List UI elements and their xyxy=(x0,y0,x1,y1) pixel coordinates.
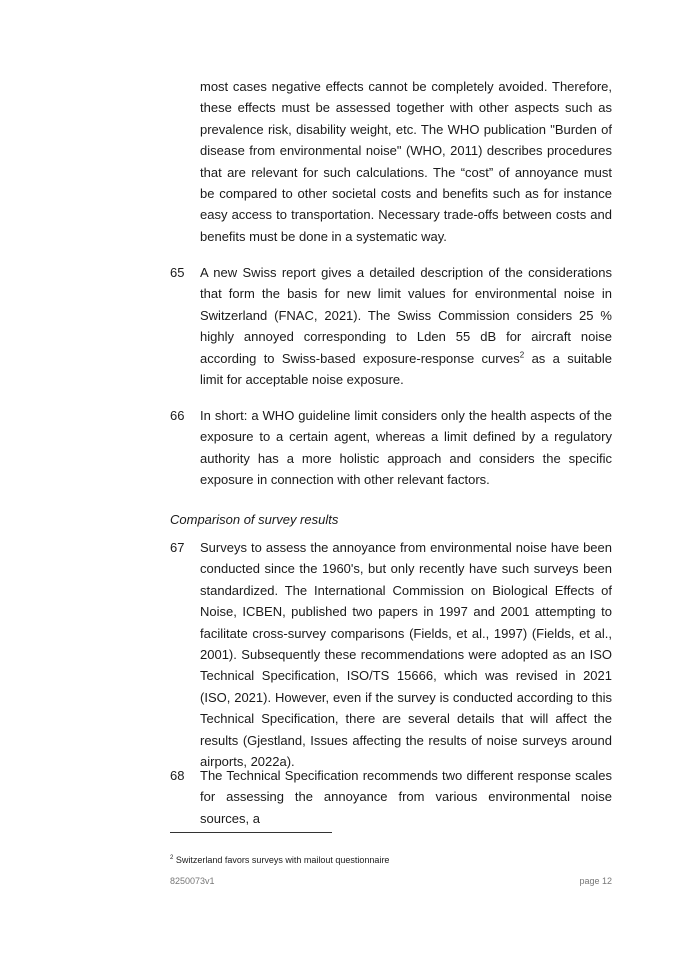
section-heading: Comparison of survey results xyxy=(170,512,339,527)
footnote-divider xyxy=(170,832,332,833)
footnote xyxy=(170,854,389,866)
paragraph-number-66: 66 xyxy=(170,408,185,423)
paragraph-number-67: 67 xyxy=(170,540,185,555)
paragraph-number-68: 68 xyxy=(170,768,185,783)
paragraph-67: Surveys to assess the annoyance from environmental noise have been conducted since the 1960's, but only recently have such surveys been standardized. The International Commission on Biological Effects of Noise, ICBEN, published two papers in 1997 and 2001 attempting to facilitate cross-survey comparisons (Fields, et al., 1997) (Fields, et al., 2001). Subsequently these recommendations were adopted as an ISO Technical Specification, ISO/TS 15666, which was revised in 2021 (ISO, 2021). However, even if the survey is conducted according to this Technical Specification, there are several details that will affect the results (Gjestland, Issues affecting the results of noise surveys around airports, 2022a). xyxy=(200,540,612,770)
paragraph-65-text: A new Swiss report gives a detailed description of the considerations that form the basis for new limit values for environmental noise in Switzerland (FNAC, 2021). The Swiss Commission considers 25 % highly annoyed corresponding to Lden 55 dB for aircraft noise according to Swiss-based exposure-response curves xyxy=(200,265,612,366)
paragraph-68: The Technical Specification recommends two different response scales for assessing the annoyance from various environmental noise sources, a xyxy=(200,768,612,826)
document-id: 8250073v1 xyxy=(170,876,215,886)
footnote-marker: 2 xyxy=(170,855,174,861)
footnote-reference[interactable]: 2 xyxy=(519,350,525,360)
footnote-text: Switzerland favors surveys with mailout questionnaire xyxy=(173,855,390,865)
paragraph-continued: most cases negative effects cannot be completely avoided. Therefore, these effects must be assessed together with other aspects such as prevalence risk, disability weight, etc. The WHO publication "Burden of disease from environmental noise" (WHO, 2011) describes procedures that are relevant for such calculations. The “cost” of annoyance must be compared to other societal costs and benefits such as for instance easy access to transportation. Necessary trade-offs between costs and benefits must be done in a systematic way. xyxy=(200,79,612,244)
paragraph-65 xyxy=(200,262,612,390)
page-number: page 12 xyxy=(579,876,612,886)
paragraph-65-text-end: as a suitable limit for acceptable noise exposure. xyxy=(200,350,612,388)
paragraph-number-65: 65 xyxy=(170,265,185,280)
paragraph-66: In short: a WHO guideline limit considers only the health aspects of the exposure to a certain agent, whereas a limit defined by a regulatory authority has a more holistic approach and considers the specific exposure in connection with other relevant factors. xyxy=(200,408,612,488)
